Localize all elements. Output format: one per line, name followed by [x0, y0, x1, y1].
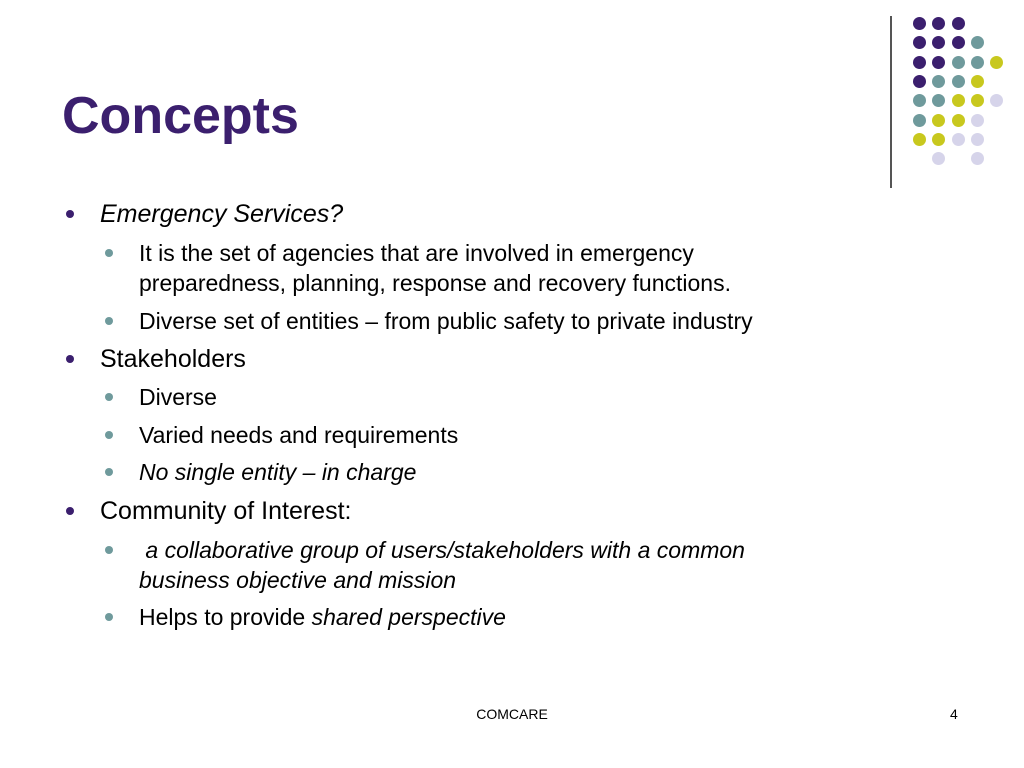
teal-dot: [952, 56, 965, 69]
lavender-dot: [971, 152, 984, 165]
bullet-text: Emergency Services?: [100, 200, 344, 228]
teal-dot: [971, 36, 984, 49]
decorative-dot-grid: [0, 0, 1024, 200]
bullet-text-continued: business objective and mission: [139, 567, 457, 593]
bullet-text: Community of Interest:: [100, 497, 352, 525]
lime-dot: [990, 56, 1003, 69]
lime-dot: [971, 75, 984, 88]
purple-dot: [952, 17, 965, 30]
footer-label: COMCARE: [476, 706, 548, 722]
bullet-dot: [66, 210, 74, 218]
purple-dot: [913, 17, 926, 30]
bullet-dot: [105, 546, 113, 554]
bullet-dot: [105, 393, 113, 401]
bullet-text: Varied needs and requirements: [139, 422, 459, 448]
bullet-dot: [66, 507, 74, 515]
bullet-text: Diverse: [139, 384, 217, 410]
lime-dot: [913, 133, 926, 146]
purple-dot: [932, 17, 945, 30]
bullet-text: Stakeholders: [100, 345, 246, 373]
bullet-text-plain: Helps to provide: [139, 604, 312, 630]
teal-dot: [913, 114, 926, 127]
lime-dot: [952, 94, 965, 107]
lavender-dot: [990, 94, 1003, 107]
bullet-text-continued: preparedness, planning, response and recovery functions.: [139, 270, 731, 296]
lavender-dot: [932, 152, 945, 165]
bullet-text: a collaborative group of users/stakeholders with a common: [139, 537, 745, 563]
bullet-dot: [66, 355, 74, 363]
lavender-dot: [971, 114, 984, 127]
bullet-text: It is the set of agencies that are involved in emergency: [139, 240, 694, 266]
purple-dot: [913, 75, 926, 88]
teal-dot: [971, 56, 984, 69]
bullet-dot: [105, 317, 113, 325]
teal-dot: [913, 94, 926, 107]
teal-dot: [952, 75, 965, 88]
lime-dot: [971, 94, 984, 107]
purple-dot: [932, 36, 945, 49]
bullet-text: [139, 602, 506, 632]
bullet-text: No single entity – in charge: [139, 459, 417, 485]
bullet-dot: [105, 613, 113, 621]
purple-dot: [932, 56, 945, 69]
purple-dot: [913, 36, 926, 49]
lavender-dot: [952, 133, 965, 146]
teal-dot: [932, 75, 945, 88]
decorative-vertical-rule: [890, 16, 892, 188]
bullet-text-emphasis: shared perspective: [311, 604, 506, 630]
bullet-text: Diverse set of entities – from public safety to private industry: [139, 308, 753, 334]
lime-dot: [932, 133, 945, 146]
purple-dot: [913, 56, 926, 69]
bullet-dot: [105, 468, 113, 476]
lime-dot: [952, 114, 965, 127]
slide-number: 4: [950, 706, 958, 722]
purple-dot: [952, 36, 965, 49]
bullet-dot: [105, 249, 113, 257]
lime-dot: [932, 114, 945, 127]
teal-dot: [932, 94, 945, 107]
bullet-dot: [105, 431, 113, 439]
slide-title: Concepts: [62, 87, 299, 145]
lavender-dot: [971, 133, 984, 146]
